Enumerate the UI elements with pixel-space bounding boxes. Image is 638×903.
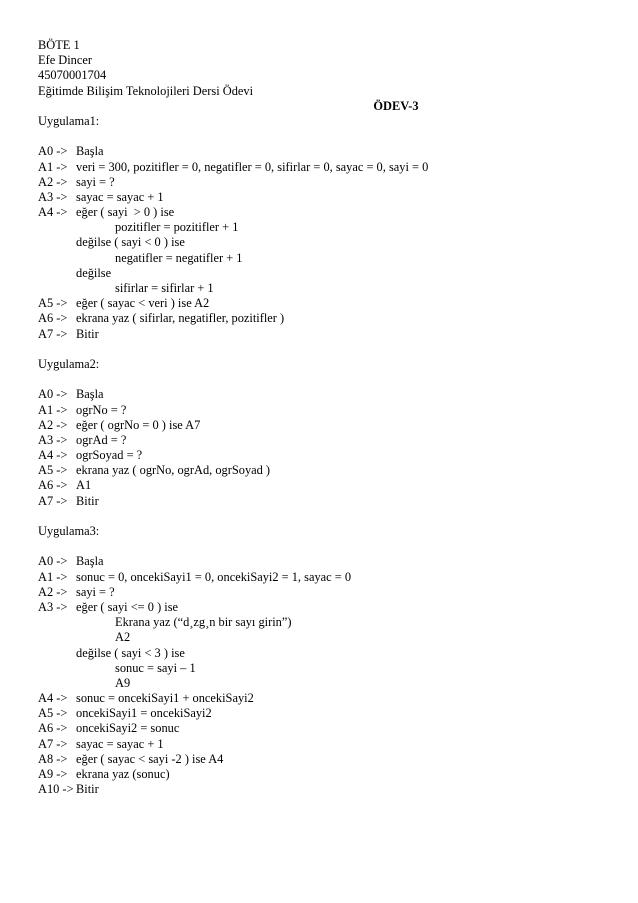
spacer [38, 129, 618, 144]
step-text: eğer ( sayac < sayi -2 ) ise A4 [76, 751, 224, 766]
step-text: Bitir [76, 326, 99, 341]
step-label: A6 -> [38, 311, 68, 326]
step-text: ekrana yaz ( ogrNo, ogrAd, ogrSoyad ) [76, 463, 271, 478]
algorithm-step [38, 266, 618, 281]
step-label: A4 -> [38, 448, 68, 463]
step-text: Başla [76, 144, 104, 159]
algorithm-step [38, 448, 618, 463]
algorithm-step [38, 585, 618, 600]
step-text: Bitir [76, 493, 99, 508]
step-label: A7 -> [38, 736, 68, 751]
step-label: A4 -> [38, 205, 68, 220]
step-label: A1 -> [38, 159, 68, 174]
algorithm-sections [38, 114, 618, 797]
header-course: BÖTE 1 [38, 38, 80, 52]
step-text: oncekiSayi1 = oncekiSayi2 [76, 706, 212, 721]
step-label: A5 -> [38, 296, 68, 311]
step-text: eğer ( sayi > 0 ) ise [76, 205, 175, 220]
step-text: sonuc = oncekiSayi1 + oncekiSayi2 [76, 691, 254, 706]
spacer [38, 539, 618, 554]
algorithm-step [38, 721, 618, 736]
step-label: A2 -> [38, 584, 68, 599]
algorithm-step [38, 160, 618, 175]
algorithm-step [38, 706, 618, 721]
step-text: değilse [76, 265, 112, 280]
header-author: Efe Dincer [38, 53, 93, 68]
step-text: A9 [115, 675, 131, 690]
step-label: A5 -> [38, 706, 68, 721]
step-text: sayac = sayac + 1 [76, 736, 164, 751]
section-heading: Uygulama1: [38, 113, 100, 128]
step-text: veri = 300, pozitifler = 0, negatifler = 0, sifirlar = 0, sayac = 0, sayi = 0 [76, 159, 429, 174]
assignment-title: ÖDEV-3 [373, 98, 419, 113]
algorithm-step [38, 570, 618, 585]
step-label: A1 -> [38, 402, 68, 417]
title-row [38, 99, 618, 114]
step-label: A6 -> [38, 478, 68, 493]
algorithm-step [38, 646, 618, 661]
step-text: eğer ( sayi <= 0 ) ise [76, 599, 179, 614]
algorithm-step [38, 600, 618, 615]
algorithm-step [38, 175, 618, 190]
step-label: A5 -> [38, 463, 68, 478]
algorithm-step [38, 433, 618, 448]
step-label: A0 -> [38, 554, 68, 569]
step-text: değilse ( sayi < 3 ) ise [76, 645, 185, 660]
step-label: A3 -> [38, 189, 68, 204]
algorithm-step [38, 737, 618, 752]
step-text: Başla [76, 387, 104, 402]
step-label: A3 -> [38, 599, 68, 614]
algorithm-step [38, 220, 618, 235]
algorithm-step [38, 235, 618, 250]
section-heading: Uygulama2: [38, 356, 100, 371]
step-text: sayi = ? [76, 584, 115, 599]
step-label: A7 -> [38, 493, 68, 508]
algorithm-step [38, 615, 618, 630]
algorithm-step [38, 205, 618, 220]
step-label: A1 -> [38, 569, 68, 584]
step-text: ogrNo = ? [76, 402, 127, 417]
step-label: A3 -> [38, 432, 68, 447]
algorithm-step [38, 494, 618, 509]
step-text: Ekrana yaz (“d¸zg¸n bir sayı girin”) [115, 615, 292, 630]
algorithm-step [38, 478, 618, 493]
document-page [38, 38, 618, 797]
step-text: sonuc = sayi – 1 [115, 660, 196, 675]
algorithm-step [38, 676, 618, 691]
step-text: oncekiSayi2 = sonuc [76, 721, 180, 736]
spacer [38, 342, 618, 357]
algorithm-step [38, 403, 618, 418]
algorithm-step [38, 251, 618, 266]
step-label: A0 -> [38, 387, 68, 402]
step-label: A10 -> [38, 782, 74, 797]
spacer [38, 372, 618, 387]
step-text: Başla [76, 554, 104, 569]
header-student-id: 45070001704 [38, 68, 107, 83]
step-label: A7 -> [38, 326, 68, 341]
step-label: A2 -> [38, 417, 68, 432]
algorithm-step [38, 281, 618, 296]
step-label: A9 -> [38, 767, 68, 781]
algorithm-step [38, 463, 618, 478]
step-label: A4 -> [38, 691, 68, 706]
algorithm-step [38, 311, 618, 326]
algorithm-step [38, 661, 618, 676]
step-text: A2 [115, 630, 131, 645]
step-text: eğer ( sayac < veri ) ise A2 [76, 296, 210, 311]
algorithm-step [38, 767, 618, 782]
step-label: A8 -> [38, 751, 68, 766]
algorithm-step [38, 190, 618, 205]
step-text: ekrana yaz (sonuc) [76, 767, 170, 781]
header-course-name: Eğitimde Bilişim Teknolojileri Dersi Ödevi [38, 83, 254, 98]
section-heading: Uygulama3: [38, 524, 100, 538]
step-text: eğer ( ogrNo = 0 ) ise A7 [76, 417, 201, 432]
step-label: A0 -> [38, 144, 68, 159]
step-text: sayac = sayac + 1 [76, 189, 164, 204]
step-label: A2 -> [38, 174, 68, 189]
algorithm-step [38, 296, 618, 311]
algorithm-step [38, 387, 618, 402]
algorithm-step [38, 144, 618, 159]
algorithm-step [38, 782, 618, 797]
spacer [38, 509, 618, 524]
step-text: pozitifler = pozitifler + 1 [115, 220, 239, 235]
algorithm-step [38, 554, 618, 569]
step-text: Bitir [76, 782, 99, 797]
algorithm-step [38, 630, 618, 645]
step-text: ogrSoyad = ? [76, 448, 143, 463]
step-text: değilse ( sayi < 0 ) ise [76, 235, 185, 250]
step-text: A1 [76, 478, 92, 493]
step-text: ogrAd = ? [76, 432, 127, 447]
step-text: negatifler = negatifler + 1 [115, 250, 243, 265]
algorithm-step [38, 691, 618, 706]
step-label: A6 -> [38, 721, 68, 736]
step-text: sayi = ? [76, 174, 115, 189]
step-text: sifirlar = sifirlar + 1 [115, 281, 214, 295]
algorithm-step [38, 418, 618, 433]
algorithm-step [38, 327, 618, 342]
step-text: ekrana yaz ( sifirlar, negatifler, pozitifler ) [76, 311, 285, 326]
algorithm-step [38, 752, 618, 767]
step-text: sonuc = 0, oncekiSayi1 = 0, oncekiSayi2 = 1, sayac = 0 [76, 569, 352, 584]
